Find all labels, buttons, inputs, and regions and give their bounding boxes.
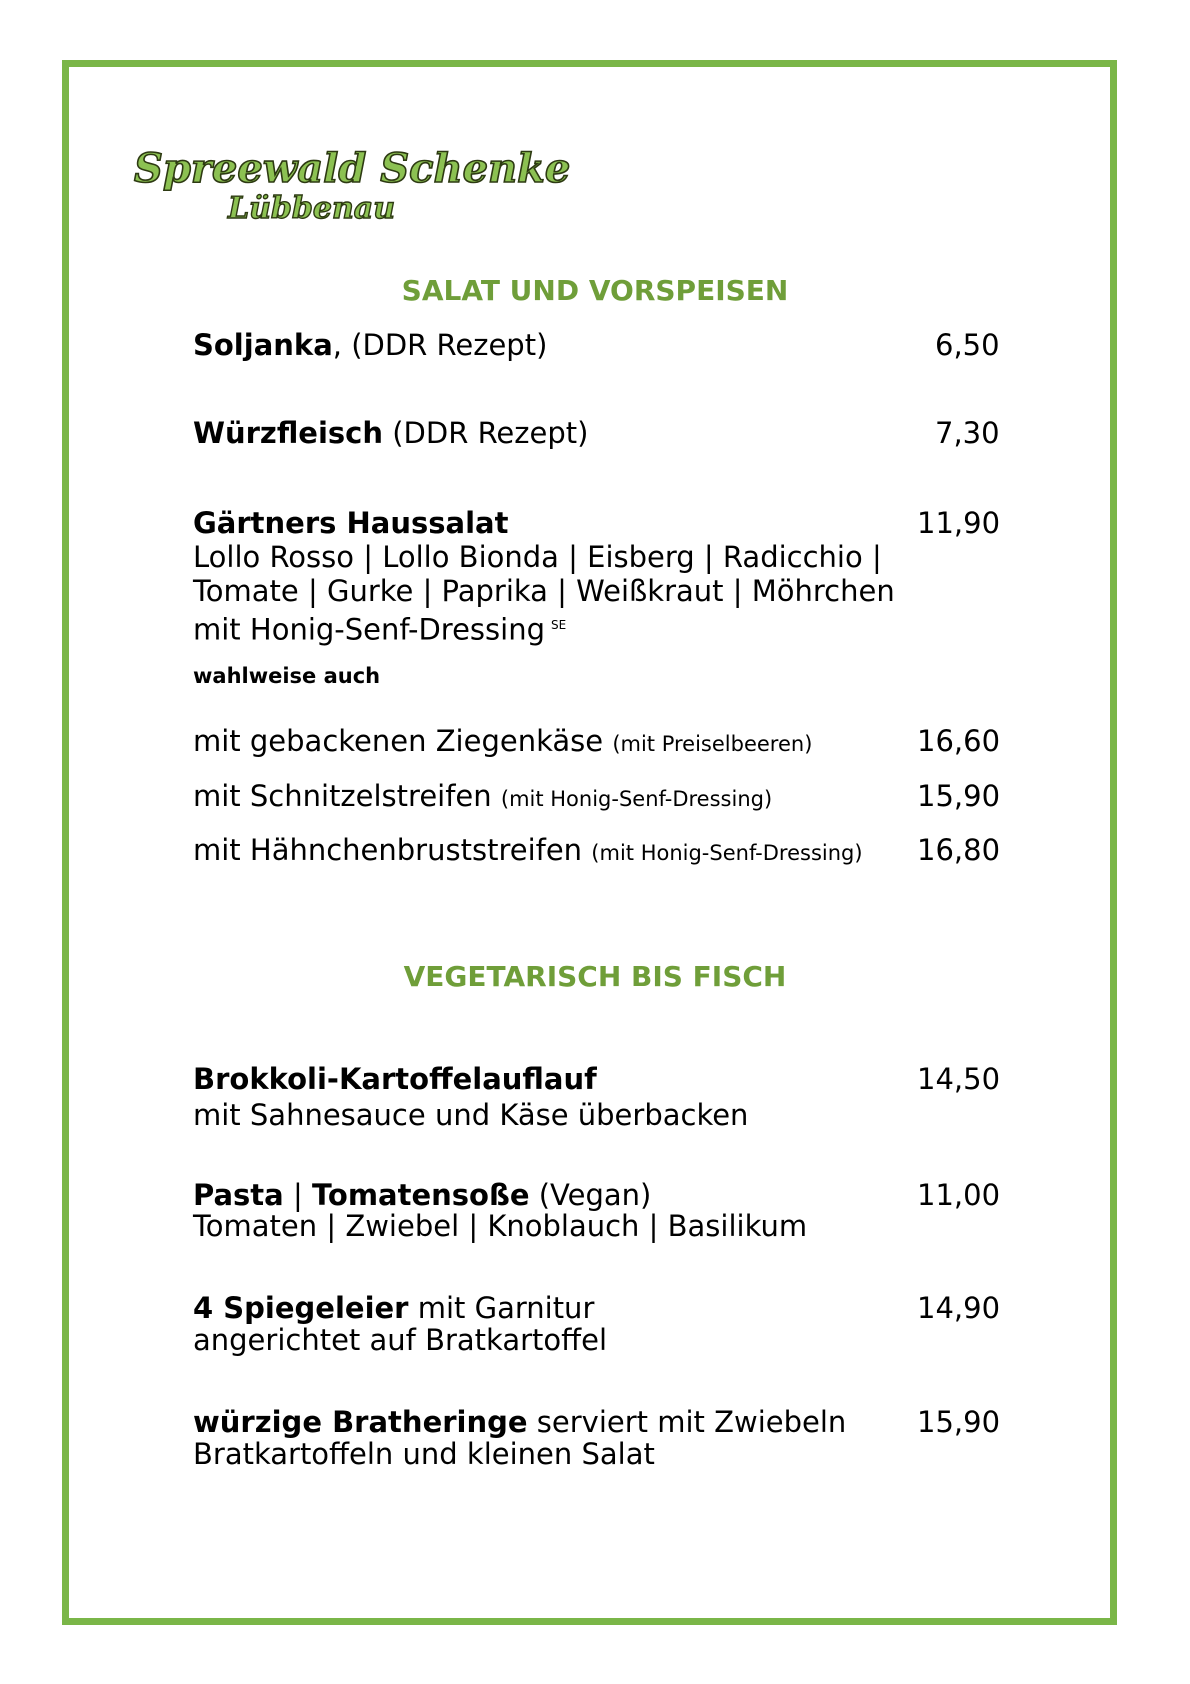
option-schnitzelstreifen — [193, 779, 772, 816]
price: 11,90 — [917, 506, 1001, 540]
option-haehnchenbruststreifen — [193, 833, 863, 870]
dish-description: Tomaten | Zwiebel | Knoblauch | Basilikum — [193, 1209, 808, 1243]
menu-item-wuerzfleisch — [193, 416, 588, 450]
price: 14,90 — [917, 1291, 1001, 1325]
dish-name-haussalat: Gärtners Haussalat — [193, 506, 509, 540]
dish-description: mit Sahnesauce und Käse überbacken — [193, 1098, 749, 1132]
menu-item-soljanka — [193, 328, 547, 362]
price: 14,50 — [917, 1062, 1001, 1096]
price: 16,60 — [917, 724, 1001, 758]
dish-description: angerichtet auf Bratkartoffel — [193, 1323, 608, 1357]
wahlweise-label: wahlweise auch — [193, 664, 381, 688]
allergen-mark: SE — [551, 618, 567, 632]
price: 16,80 — [917, 833, 1001, 867]
brand-logo — [128, 130, 571, 230]
price: 6,50 — [935, 328, 1000, 362]
brand-location: Lübbenau — [228, 191, 396, 226]
menu-item-spiegeleier — [193, 1291, 594, 1325]
option-label: mit Hähnchenbruststreifen — [193, 833, 583, 867]
brand-name: Spreewald Schenke — [134, 145, 571, 192]
dish-separator: | — [283, 1178, 312, 1212]
dish-description — [193, 608, 566, 647]
dish-suffix: (DDR Rezept) — [383, 416, 589, 450]
dish-suffix: (Vegan) — [529, 1178, 652, 1212]
menu-item-bratheringe — [193, 1405, 846, 1439]
dish-suffix: , (DDR Rezept) — [332, 328, 548, 362]
option-note: (mit Preiselbeeren) — [612, 732, 813, 756]
dish-name: Pasta — [193, 1178, 284, 1212]
option-label: mit gebackenen Ziegenkäse — [193, 724, 604, 758]
section-title-salat: SALAT UND VORSPEISEN — [401, 274, 789, 307]
dish-description-text: mit Honig-Senf-Dressing — [193, 612, 545, 647]
option-note: (mit Honig-Senf-Dressing) — [500, 787, 773, 811]
dish-name: 4 Spiegeleier — [193, 1291, 409, 1325]
option-ziegenkaese — [193, 724, 812, 761]
dish-name: würzige Bratheringe — [193, 1405, 528, 1439]
dish-suffix: mit Garnitur — [408, 1291, 595, 1325]
option-note: (mit Honig-Senf-Dressing) — [591, 841, 863, 865]
dish-name: Würzfleisch — [193, 416, 384, 450]
menu-item-pasta — [193, 1178, 651, 1212]
price: 7,30 — [935, 416, 1000, 450]
dish-name: Tomatensoße — [311, 1178, 530, 1212]
dish-description: Lollo Rosso | Lollo Bionda | Eisberg | Radicchio | — [193, 540, 882, 574]
dish-suffix: serviert mit Zwiebeln — [527, 1405, 847, 1439]
option-label: mit Schnitzelstreifen — [193, 779, 492, 813]
dish-name: Soljanka — [193, 328, 333, 362]
dish-description: Bratkartoffeln und kleinen Salat — [193, 1437, 655, 1471]
price: 15,90 — [917, 779, 1001, 813]
price: 15,90 — [917, 1405, 1001, 1439]
section-title-vegetarisch: VEGETARISCH BIS FISCH — [403, 960, 787, 993]
dish-description: Tomate | Gurke | Paprika | Weißkraut | Möhrchen — [193, 574, 895, 608]
dish-name-brokkoli: Brokkoli-Kartoffelauflauf — [193, 1062, 597, 1096]
price: 11,00 — [917, 1178, 1001, 1212]
